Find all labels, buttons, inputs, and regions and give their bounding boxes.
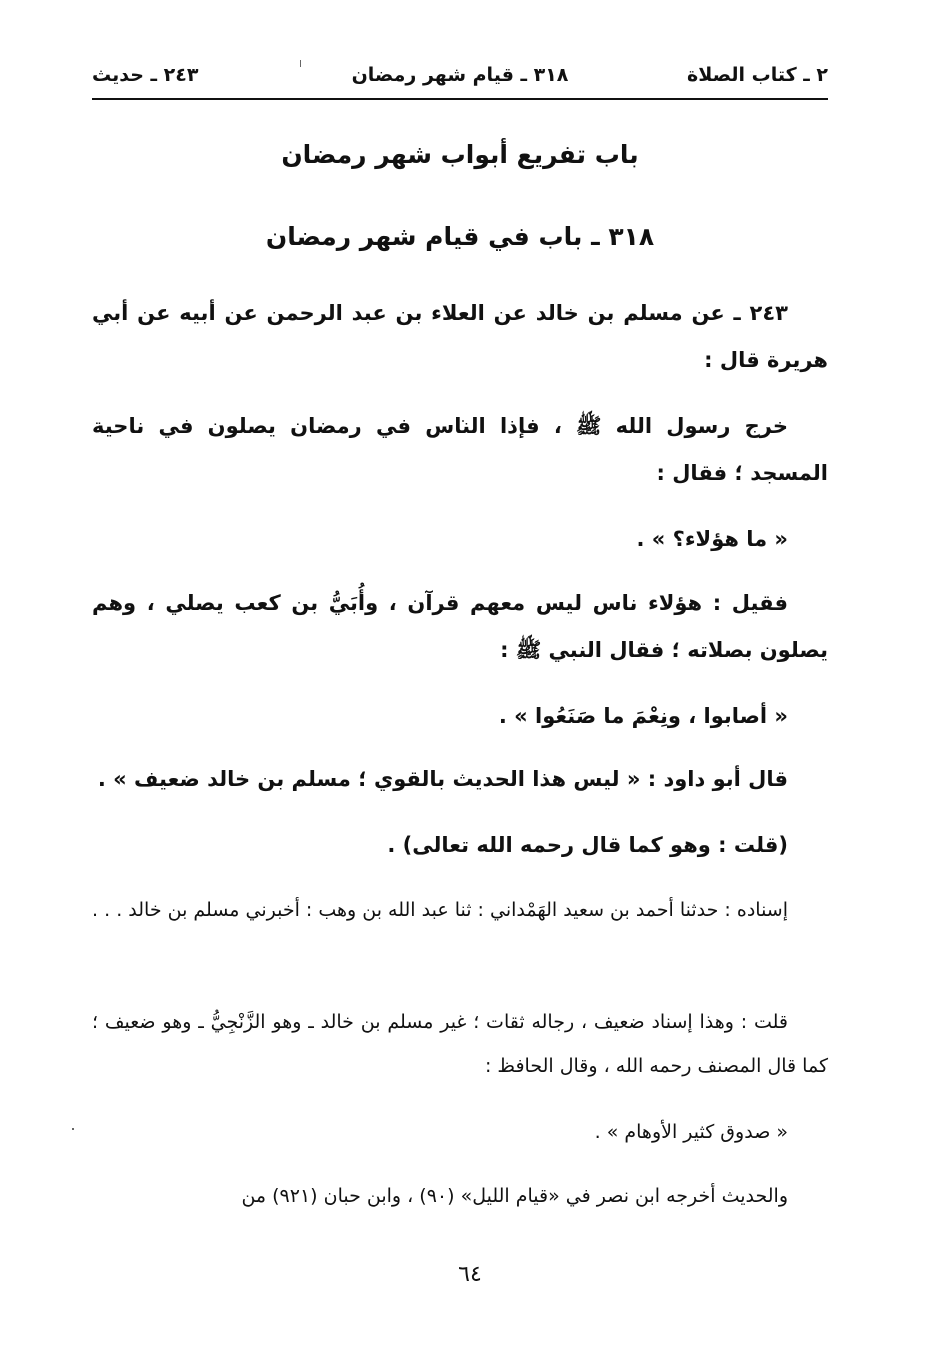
- hadith-prophet-saying: « أصابوا ، ونِعْمَ ما صَنَعُوا » .: [498, 704, 788, 728]
- running-head-book: ٢ ـ كتاب الصلاة: [687, 64, 828, 86]
- abu-dawud-comment: قال أبو داود : « ليس هذا الحديث بالقوي ؛ مسلم بن خالد ضعيف » .: [97, 767, 788, 791]
- running-head: [92, 58, 828, 100]
- section-title: ٣١٨ ـ باب في قيام شهر رمضان: [265, 222, 655, 251]
- hafiz-quote: « صدوق كثير الأوهام » .: [594, 1121, 788, 1143]
- running-head-hadith: ٢٤٣ ـ حديث: [92, 64, 199, 86]
- hadith-chain: ٢٤٣ ـ عن مسلم بن خالد عن العلاء بن عبد الرحمن عن أبيه عن أبي هريرة قال :: [92, 301, 828, 372]
- hadith-reply: فقيل : هؤلاء ناس ليس معهم قرآن ، وأُبَيُّ بن كعب يصلي ، وهم يصلون بصلاته ؛ فقال النبي ﷺ :: [92, 591, 828, 662]
- takhrij-note: والحديث أخرجه ابن نصر في «قيام الليل» (٩٠) ، وابن حبان (٩٢١) من: [241, 1185, 788, 1207]
- grading-note: قلت : وهذا إسناد ضعيف ، رجاله ثقات ؛ غير مسلم بن خالد ـ وهو الزَّنْجِيُّ ـ وهو ضعيف ؛ كما قال المصنف رحمه الله ، وقال الحافظ :: [92, 1011, 828, 1077]
- page-number: ٦٤: [458, 1262, 482, 1287]
- running-head-chapter: ٣١٨ ـ قيام شهر رمضان: [351, 64, 569, 86]
- editor-remark: (قلت : وهو كما قال رحمه الله تعالى) .: [387, 833, 788, 857]
- hadith-text: خرج رسول الله ﷺ ، فإذا الناس في رمضان يصلون في ناحية المسجد ؛ فقال :: [92, 414, 828, 485]
- hadith-question: « ما هؤلاء؟ » .: [636, 527, 788, 551]
- chapter-title: باب تفريع أبواب شهر رمضان: [281, 140, 639, 169]
- isnad-note: إسناده : حدثنا أحمد بن سعيد الهَمْداني : ثنا عبد الله بن وهب : أخبرني مسلم بن خالد . . .: [92, 899, 788, 921]
